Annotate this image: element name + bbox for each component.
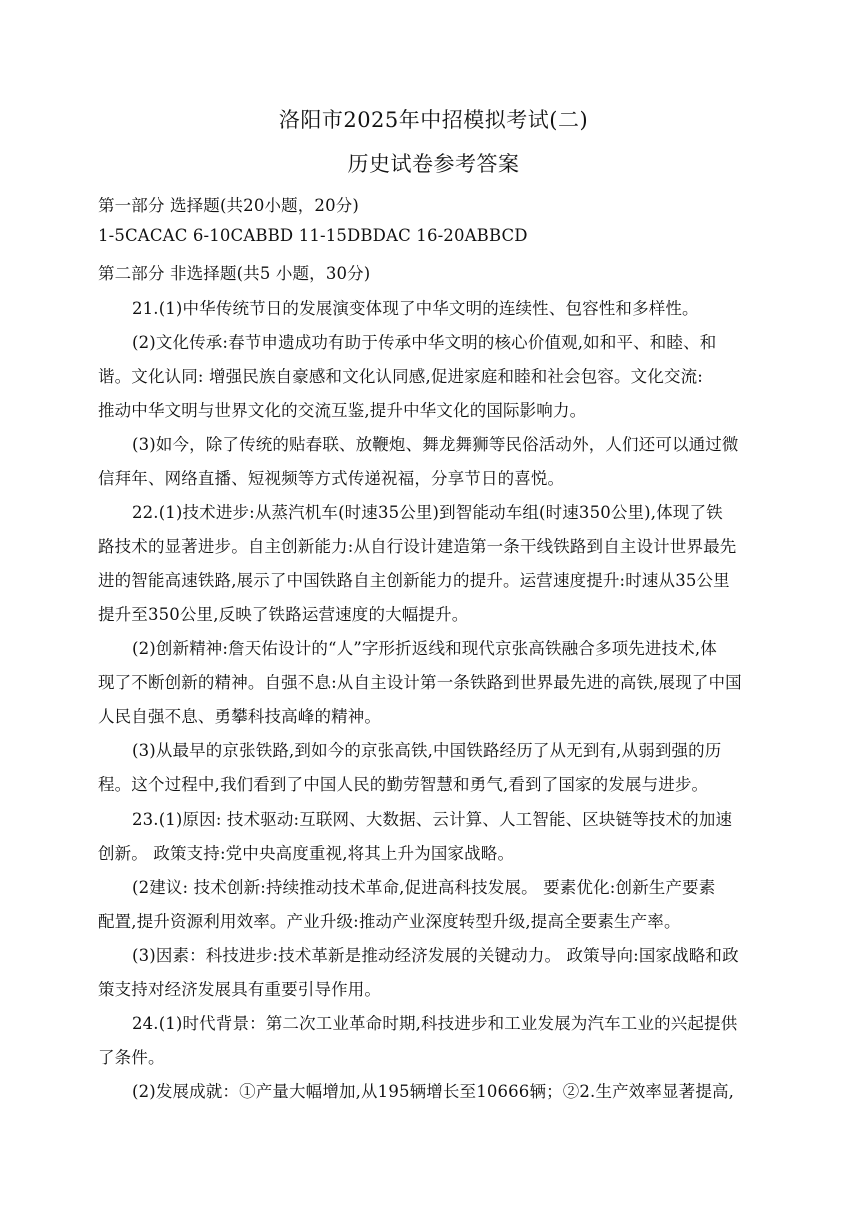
answer-line: 现了不断创新的精神。自强不息:从自主设计第一条铁路到世界最先进的高铁,展现了中国: [98, 673, 742, 692]
answer-line: 人民自强不息、勇攀科技高峰的精神。: [98, 707, 382, 726]
answer-line: (2)发展成就：①产量大幅增加,从195辆增长至10666辆；②2.生产效率显著提高,: [132, 1082, 735, 1101]
answer-line: (2)创新精神:詹天佑设计的“人”字形折返线和现代京张高铁融合多项先进技术,体: [132, 639, 717, 658]
answer-line: (3)从最早的京张铁路,到如今的京张高铁,中国铁路经历了从无到有,从弱到强的历: [132, 741, 722, 760]
answer-line: 23.(1)原因: 技术驱动:互联网、大数据、云计算、人工智能、区块链等技术的加速: [132, 810, 733, 829]
answer-line: (3)因素：科技进步:技术革新是推动经济发展的关键动力。 政策导向:国家战略和政: [132, 946, 739, 965]
part2-heading: 第二部分 非选择题(共5 小题，30分): [98, 264, 371, 283]
answer-line: 谐。文化认同: 增强民族自豪感和文化认同感,促进家庭和睦和社会包容。文化交流:: [98, 367, 703, 386]
answer-line: 24.(1)时代背景：第二次工业革命时期,科技进步和工业发展为汽车工业的兴起提供: [132, 1014, 738, 1033]
answer-line: 提升至350公里,反映了铁路运营速度的大幅提升。: [98, 605, 469, 624]
answer-line: (2)文化传承:春节申遗成功有助于传承中华文明的核心价值观,如和平、和睦、和: [132, 333, 717, 352]
answer-line: 了条件。: [98, 1048, 165, 1067]
answer-line: 程。这个过程中,我们看到了中国人民的勤劳智慧和勇气,看到了国家的发展与进步。: [98, 775, 709, 794]
part1-answer-key: 1-5CACAC 6-10CABBD 11-15DBDAC 16-20ABBCD: [98, 226, 528, 245]
answer-line: (2建议: 技术创新:持续推动技术革命,促进高科技发展。 要素优化:创新生产要素: [132, 878, 716, 897]
answer-line: 22.(1)技术进步:从蒸汽机车(时速35公里)到智能动车组(时速350公里),体现了铁: [132, 503, 723, 522]
part1-heading: 第一部分 选择题(共20小题，20分): [98, 196, 359, 215]
answer-line: (3)如今，除了传统的贴春联、放鞭炮、舞龙舞狮等民俗活动外，人们还可以通过微: [132, 435, 739, 454]
answer-line: 信拜年、网络直播、短视频等方式传递祝福，分享节日的喜悦。: [98, 469, 565, 488]
answer-line: 配置,提升资源利用效率。产业升级:推动产业深度转型升级,提高全要素生产率。: [98, 912, 681, 931]
answer-line: 21.(1)中华传统节日的发展演变体现了中华文明的连续性、包容性和多样性。: [132, 299, 699, 318]
answer-line: 路技术的显著进步。自主创新能力:从自行设计建造第一条干线铁路到自主设计世界最先: [98, 537, 737, 556]
answer-line: 策支持对经济发展具有重要引导作用。: [98, 980, 382, 999]
answer-line: 进的智能高速铁路,展示了中国铁路自主创新能力的提升。运营速度提升:时速从35公里: [98, 571, 730, 590]
document-subtitle: 历史试卷参考答案: [347, 152, 520, 176]
answer-line: 推动中华文明与世界文化的交流互鉴,提升中华文化的国际影响力。: [98, 401, 587, 420]
answer-line: 创新。 政策支持:党中央高度重视,将其上升为国家战略。: [98, 844, 515, 863]
document-title: 洛阳市2025年中招模拟考试(二): [278, 108, 589, 132]
